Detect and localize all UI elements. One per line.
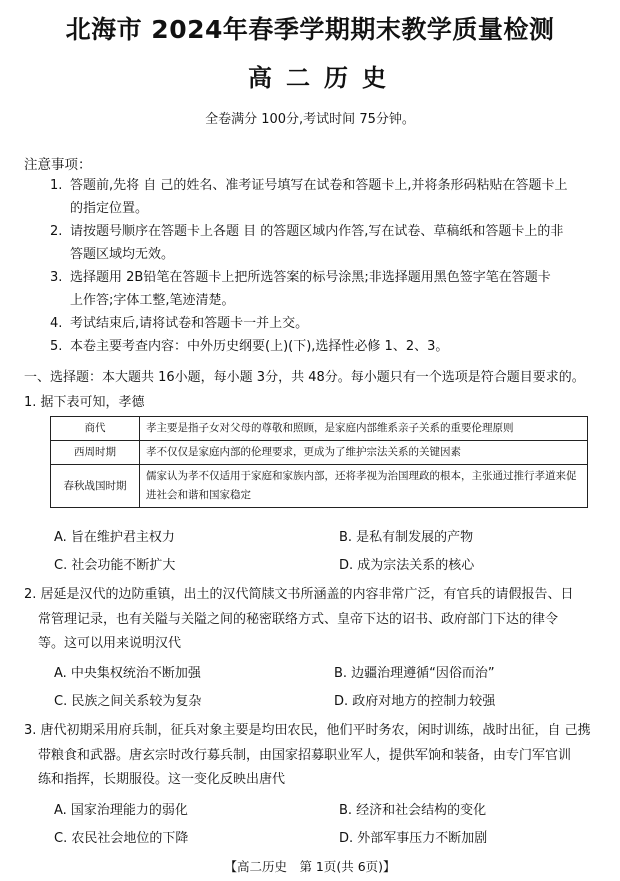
option-b[interactable]: B. 边疆治理遵循“因俗而治” xyxy=(334,666,495,681)
notice-number: 1. xyxy=(50,178,63,193)
table-row xyxy=(51,441,588,465)
stem-line: 等。这可以用来说明汉代 xyxy=(38,636,182,651)
stem-line: 2. 居延是汉代的边防重镇，出土的汉代简牍文书所涵盖的内容非常广泛，有官兵的请假报告、日 xyxy=(24,587,574,602)
notice-text-line: 答题前,先将 自 己的姓名、准考证号填写在试卷和答题卡上,并将条形码粘贴在答题卡上 xyxy=(70,178,568,193)
table-cell-era: 西周时期 xyxy=(51,441,140,465)
notice-title: 注意事项： xyxy=(24,157,92,173)
option-b[interactable]: B. 经济和社会结构的变化 xyxy=(339,803,487,818)
table-row xyxy=(51,417,588,441)
question-2-stem xyxy=(24,583,609,657)
table-cell-desc: 孝不仅仅是家庭内部的伦理要求，更成为了维护宗法关系的关键因素 xyxy=(140,441,588,465)
option-d[interactable]: D. 成为宗法关系的核心 xyxy=(339,558,475,573)
option-d[interactable]: D. 政府对地方的控制力较强 xyxy=(334,694,496,709)
subject-title: 高二历史 xyxy=(248,64,400,92)
notice-item xyxy=(50,312,610,335)
notice-text-line: 上作答;字体工整,笔迹清楚。 xyxy=(70,293,235,308)
notice-text-line: 选择题用 2B铅笔在答题卡上把所选答案的标号涂黑;非选择题用黑色签字笔在答题卡 xyxy=(70,270,551,285)
exam-title: 北海市 2024年春季学期期末教学质量检测 xyxy=(65,15,555,44)
notice-text-line: 本卷主要考查内容：中外历史纲要(上)(下),选择性必修 1、2、3。 xyxy=(70,339,449,354)
notice-number: 5. xyxy=(50,339,63,354)
stem-line: 3. 唐代初期采用府兵制，征兵对象主要是均田农民，他们平时务农，闲时训练，战时出征，自 己携 xyxy=(24,723,591,738)
stem-line: 带粮食和武器。唐玄宗时改行募兵制，由国家招募职业军人，提供军饷和装备，由专门军官训 xyxy=(38,747,572,763)
exam-info: 全卷满分 100分,考试时间 75分钟。 xyxy=(205,112,415,127)
table-cell-era: 春秋战国时期 xyxy=(51,465,140,508)
table-row xyxy=(51,465,588,508)
stem-line: 常管理记录，也有关隘与关隘之间的秘密联络方式、皇帝下达的诏书、政府部门下达的律令 xyxy=(38,611,559,627)
option-d[interactable]: D. 外部军事压力不断加剧 xyxy=(339,831,488,846)
option-b[interactable]: B. 是私有制发展的产物 xyxy=(339,530,474,545)
option-a[interactable]: A. 旨在维护君主权力 xyxy=(54,530,175,545)
table-cell-desc: 孝主要是指子女对父母的尊敬和照顾，是家庭内部维系亲子关系的重要伦理原则 xyxy=(140,417,588,441)
table-cell-era: 商代 xyxy=(51,417,140,441)
section-heading: 一、选择题：本大题共 16小题，每小题 3分，共 48分。每小题只有一个选项是符合题目要求的。 xyxy=(24,370,585,385)
option-c[interactable]: C. 农民社会地位的下降 xyxy=(54,831,189,846)
option-c[interactable]: C. 民族之间关系较为复杂 xyxy=(54,694,202,709)
notice-item xyxy=(50,335,610,358)
page-footer: 【高二历史 第 1页(共 6页)】 xyxy=(224,859,396,874)
option-a[interactable]: A. 国家治理能力的弱化 xyxy=(54,803,188,818)
notice-item xyxy=(50,220,610,266)
option-a[interactable]: A. 中央集权统治不断加强 xyxy=(54,666,201,681)
option-c[interactable]: C. 社会功能不断扩大 xyxy=(54,558,176,573)
question-1-stem: 1. 据下表可知，孝德 xyxy=(24,395,145,410)
question-3-stem xyxy=(24,719,609,793)
notice-text-line: 请按题号顺序在答题卡上各题 目 的答题区域内作答,写在试卷、草稿纸和答题卡上的非 xyxy=(70,224,564,239)
question-1-table xyxy=(50,416,588,508)
notice-number: 3. xyxy=(50,270,63,285)
notice-text-line: 答题区域均无效。 xyxy=(70,247,175,262)
notice-number: 4. xyxy=(50,316,63,331)
notice-item xyxy=(50,174,610,220)
stem-line: 练和指挥，长期服役。这一变化反映出唐代 xyxy=(38,772,286,787)
notice-text-line: 的指定位置。 xyxy=(70,201,149,216)
notice-item xyxy=(50,266,610,312)
table-cell-desc: 儒家认为孝不仅适用于家庭和家族内部，还将孝视为治国理政的根本，主张通过推行孝道来促进社会和谐和国家稳定 xyxy=(140,465,588,508)
notice-number: 2. xyxy=(50,224,63,239)
notice-text-line: 考试结束后,请将试卷和答题卡一并上交。 xyxy=(70,316,309,331)
notice-list xyxy=(50,174,610,358)
